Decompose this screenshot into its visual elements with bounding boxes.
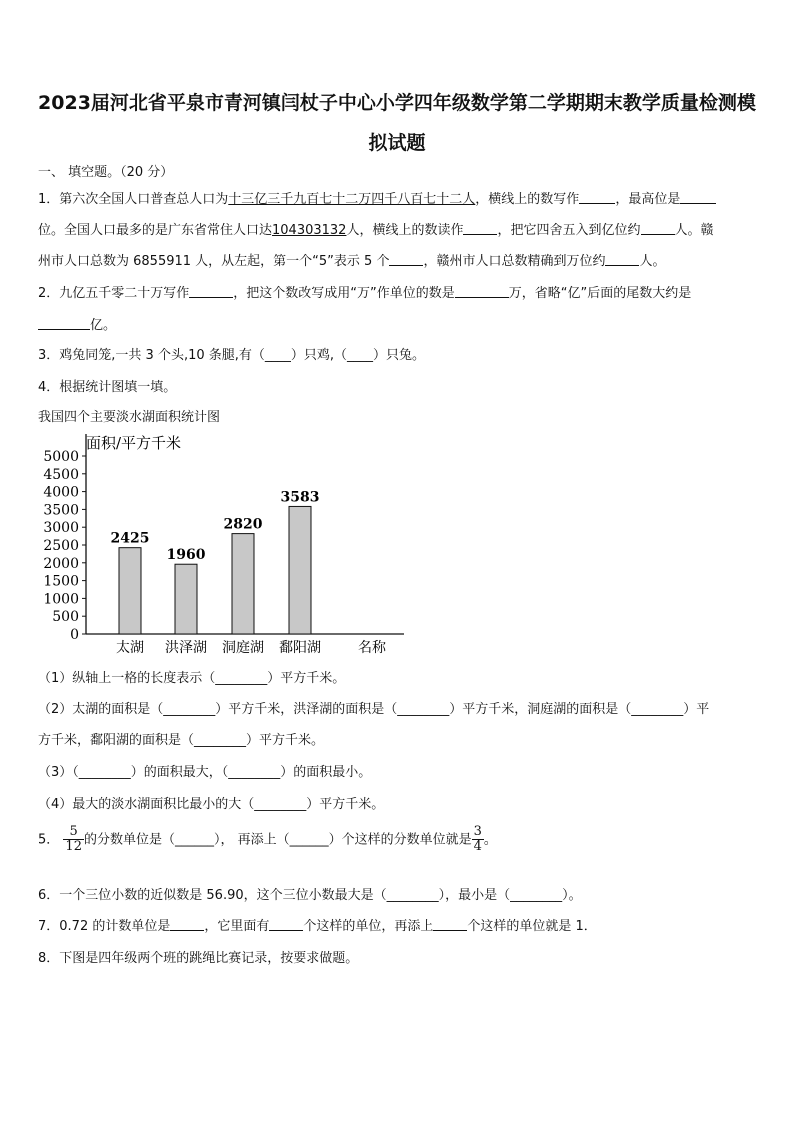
y-axis-label: 面积/平方千米 xyxy=(86,434,182,452)
q4: 4．根据统计图填一填。 xyxy=(38,380,177,395)
answer-blank[interactable] xyxy=(38,317,90,330)
x-category-label: 鄱阳湖 xyxy=(279,640,321,656)
q7-text: 个这样的单位，再添上 xyxy=(303,919,434,934)
q3: 3．鸡兔同笼,一共 3 个头,10 条腿,有（____）只鸡,（____）只兔。 xyxy=(38,348,426,363)
y-tick-label: 2500 xyxy=(43,538,79,554)
q1-text: 位。全国人口最多的是广东省常住人口达 xyxy=(38,223,273,238)
q2-text: 万，省略“亿”后面的尾数大约是 xyxy=(508,286,692,301)
y-tick-label: 3000 xyxy=(43,520,79,537)
q8: 8．下图是四年级两个班的跳绳比赛记录，按要求做题。 xyxy=(38,951,359,966)
page-title-line2: 拟试题 xyxy=(368,132,426,154)
q5-text: 5． xyxy=(38,832,60,848)
q1-text: 1．第六次全国人口普查总人口为 xyxy=(38,192,229,207)
answer-blank[interactable] xyxy=(389,253,423,266)
q1-text: ，横线上的数写作 xyxy=(475,192,580,207)
answer-blank[interactable] xyxy=(433,918,467,931)
y-tick-label: 1000 xyxy=(43,591,79,608)
q1-text: ，赣州市人口总数精确到万位约 xyxy=(423,254,606,269)
y-tick-label: 500 xyxy=(52,609,79,626)
bar xyxy=(232,534,254,634)
q4-2-line1: （2）太湖的面积是（________）平方千米，洪泽湖的面积是（________）平方千米，洞庭湖的面积是（________）平 xyxy=(38,702,710,717)
bar-value-label: 3583 xyxy=(280,489,320,506)
q1-line2 xyxy=(38,219,714,238)
q1-text: 州市人口总数为 6855911 人，从左起，第一个“5”表示 5 个 xyxy=(38,254,390,269)
q1-underlined-number: 104303132 xyxy=(272,223,347,238)
answer-blank[interactable] xyxy=(605,253,639,266)
y-tick-label: 2000 xyxy=(43,555,79,572)
q1-line1 xyxy=(38,188,716,207)
bar-value-label: 2820 xyxy=(223,516,263,533)
y-tick-label: 4500 xyxy=(43,466,79,483)
bar xyxy=(119,548,141,634)
bar-value-label: 2425 xyxy=(110,530,150,547)
page-title-line1: 2023届河北省平泉市青河镇闫杖子中心小学四年级数学第二学期期末教学质量检测模 xyxy=(38,92,756,114)
y-tick-label: 5000 xyxy=(43,449,79,465)
answer-blank[interactable] xyxy=(189,285,233,298)
q4-1: （1）纵轴上一格的长度表示（________）平方千米。 xyxy=(38,671,346,686)
q6: 6．一个三位小数的近似数是 56.90，这个三位小数最大是（________），最小是（________）。 xyxy=(38,888,582,903)
q1-text: 人，横线上的数读作 xyxy=(346,223,464,238)
answer-blank[interactable] xyxy=(170,918,204,931)
q2-line2 xyxy=(38,314,116,333)
q1-underlined-number: 十三亿三千九百七十二万四千八百七十二人 xyxy=(228,192,476,207)
q1-text: 人。 xyxy=(639,254,666,269)
q1-line3 xyxy=(38,250,665,269)
q4-4: （4）最大的淡水湖面积比最小的大（________）平方千米。 xyxy=(38,797,385,812)
x-category-label: 太湖 xyxy=(116,640,144,656)
q2-text: 亿。 xyxy=(90,318,117,333)
x-axis-label: 名称 xyxy=(358,640,386,656)
bar-value-label: 1960 xyxy=(166,547,206,564)
q4-2-line2: 方千米，鄱阳湖的面积是（________）平方千米。 xyxy=(38,733,325,748)
q7-text: ，它里面有 xyxy=(204,919,270,934)
y-tick-label: 4000 xyxy=(43,484,79,501)
answer-blank[interactable] xyxy=(463,222,497,235)
q1-text: ，最高位是 xyxy=(615,192,681,207)
q2-text: ，把这个数改写成用“万”作单位的数是 xyxy=(233,286,455,301)
q2-line1 xyxy=(38,282,691,301)
answer-blank[interactable] xyxy=(680,191,716,204)
chart-title: 我国四个主要淡水湖面积统计图 xyxy=(38,410,221,425)
q5-text: 。 xyxy=(483,832,497,848)
y-tick-label: 1500 xyxy=(43,573,79,590)
y-tick-label: 0 xyxy=(70,627,79,643)
section-heading: 一、 填空题。（20 分） xyxy=(38,165,174,180)
q7-text: 7．0.72 的计数单位是 xyxy=(38,919,171,934)
q1-text: ，把它四舍五入到亿位约 xyxy=(497,223,641,238)
bar xyxy=(175,564,197,634)
q5-text: 的分数单位是（______）， 再添上（______）个这样的分数单位就是 xyxy=(83,832,472,848)
q2-text: 2．九亿五千零二十万写作 xyxy=(38,286,190,301)
q7-text: 个这样的单位就是 1． xyxy=(467,919,597,934)
fraction-five-twelfths: $\frac{5}{12}$ xyxy=(65,824,82,855)
bar-chart xyxy=(36,430,416,658)
q4-3: （3）（________）的面积最大，（________）的面积最小。 xyxy=(38,765,372,780)
q7 xyxy=(38,915,597,934)
answer-blank[interactable] xyxy=(641,222,675,235)
answer-blank[interactable] xyxy=(579,191,615,204)
q5 xyxy=(38,825,497,855)
q1-text: 人。赣 xyxy=(674,223,714,238)
x-category-label: 洪泽湖 xyxy=(165,640,207,656)
y-tick-label: 3500 xyxy=(43,502,79,519)
answer-blank[interactable] xyxy=(269,918,303,931)
x-category-label: 洞庭湖 xyxy=(222,640,264,656)
bar xyxy=(289,506,311,634)
answer-blank[interactable] xyxy=(455,285,509,298)
fraction-three-quarters: $\frac{3}{4}$ xyxy=(473,824,482,855)
